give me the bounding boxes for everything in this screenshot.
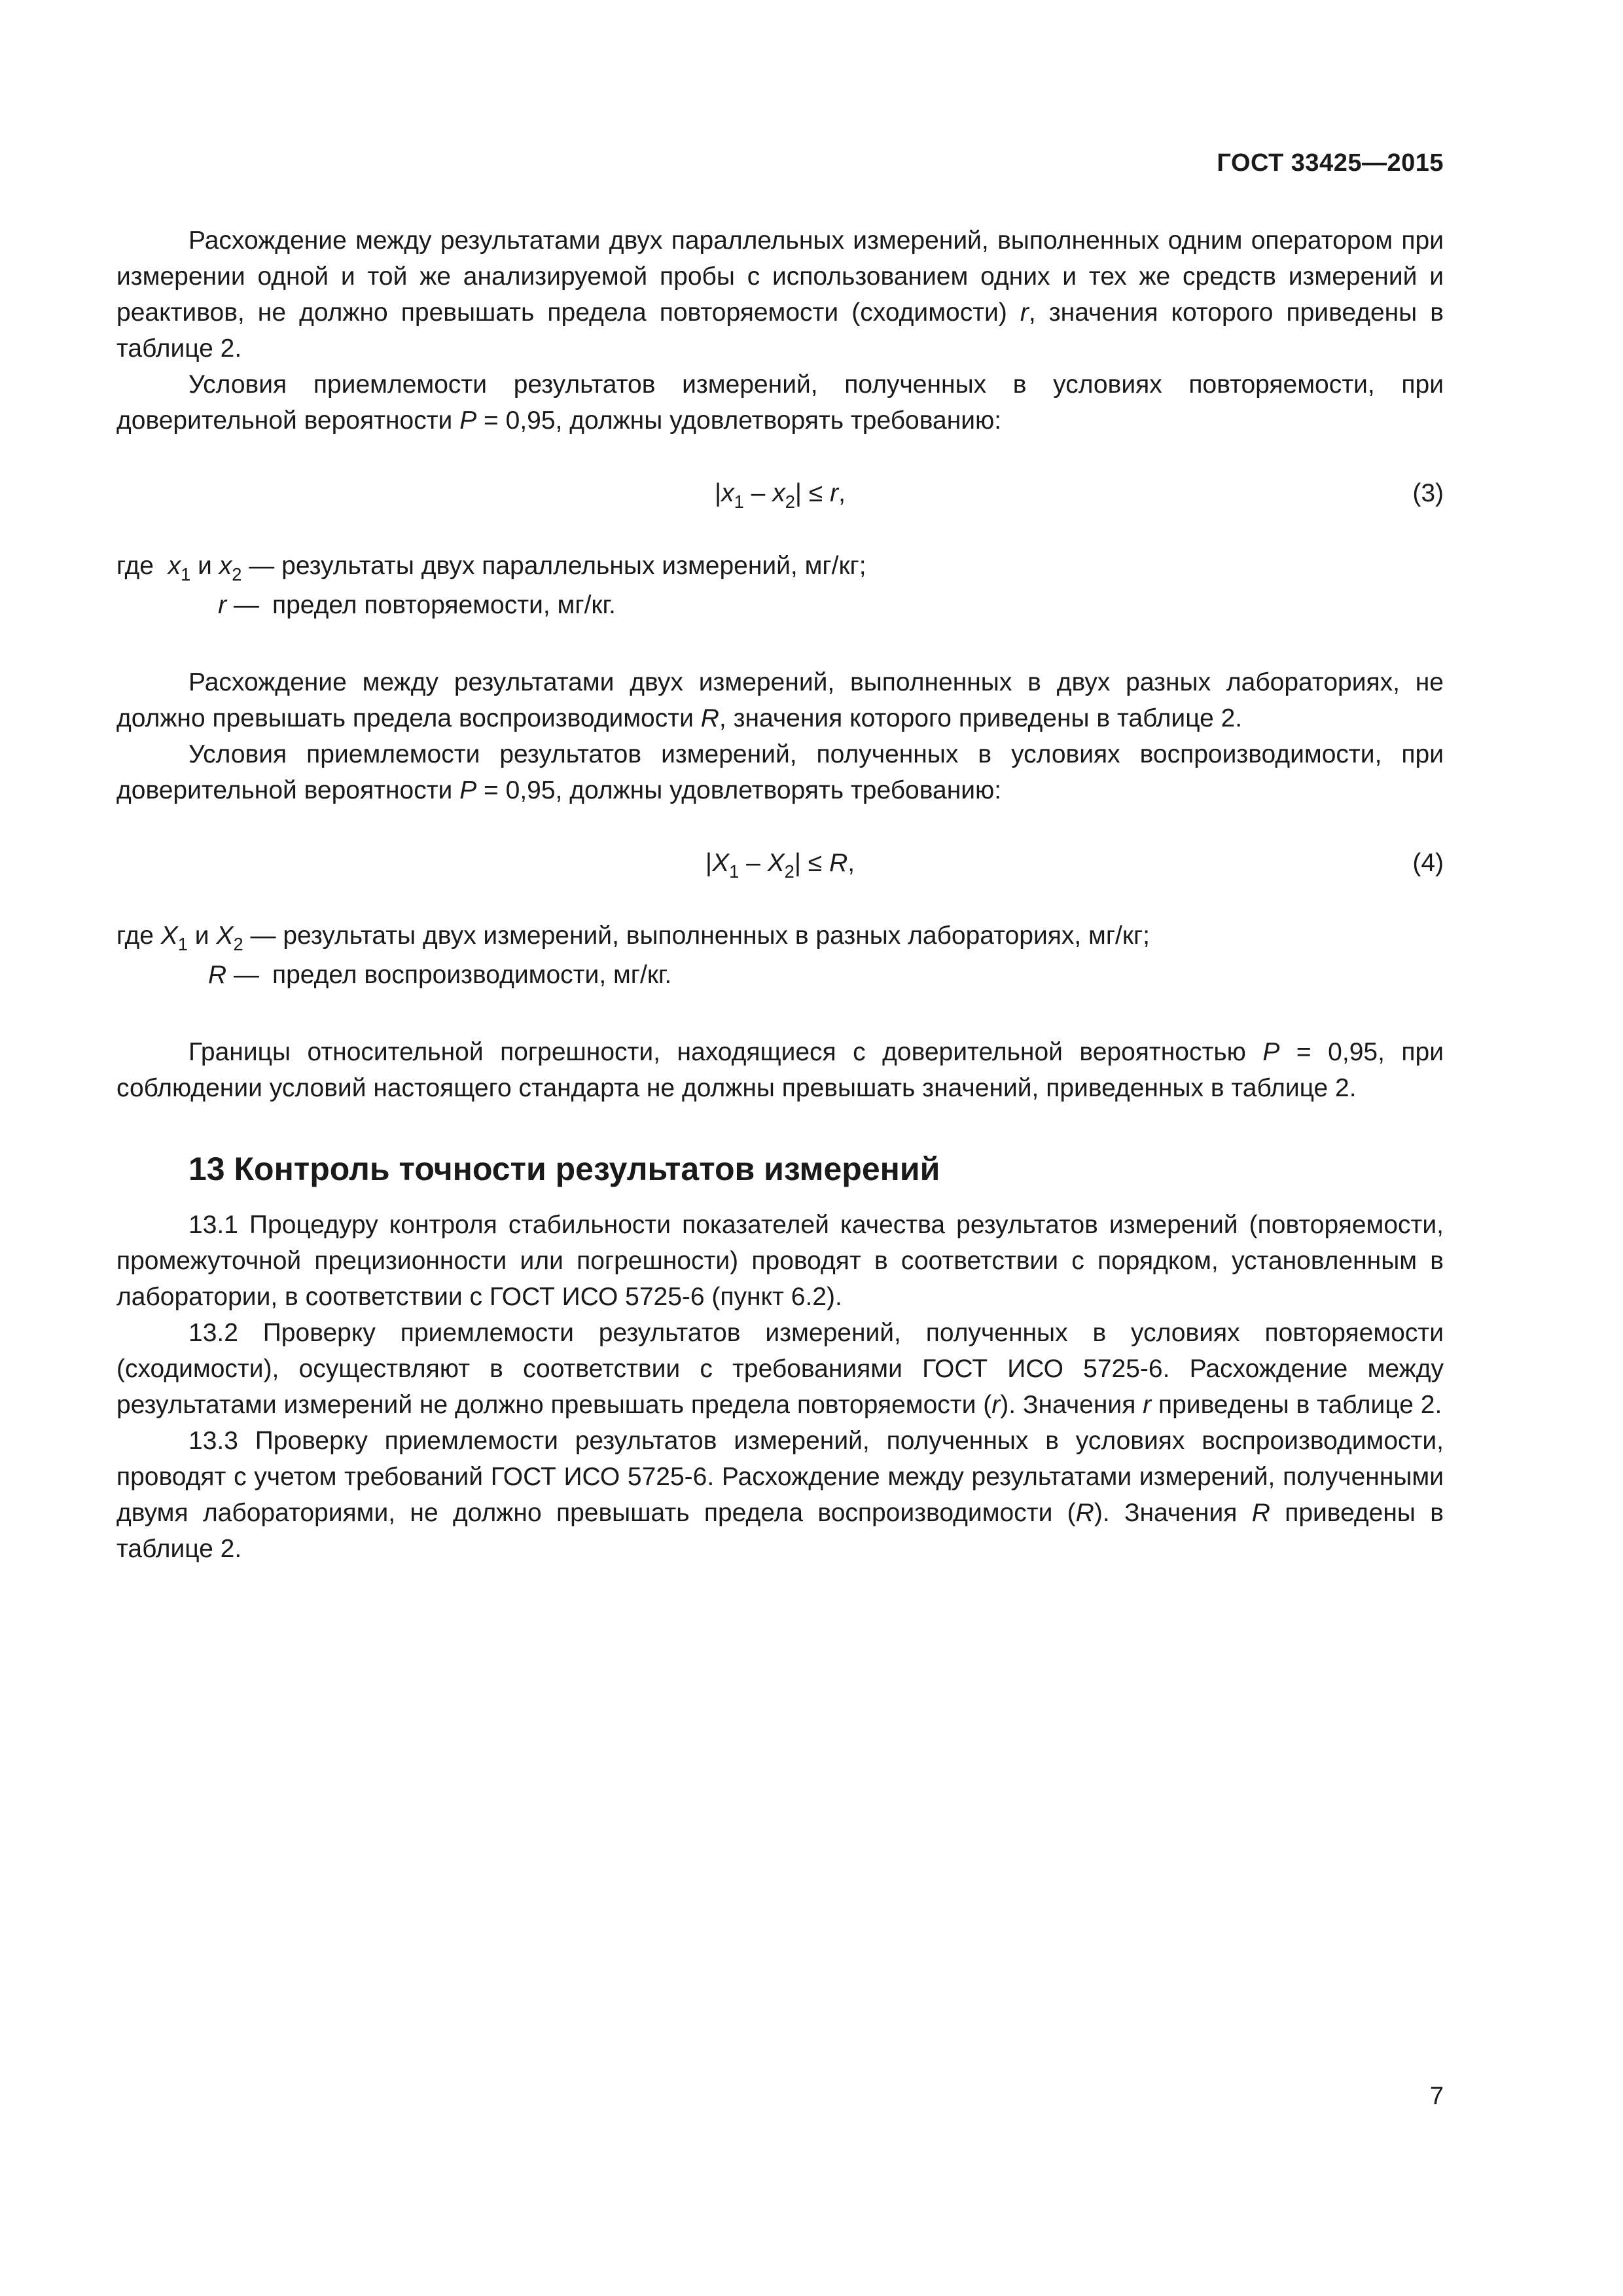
document-code: ГОСТ 33425—2015	[1217, 149, 1444, 177]
formula-4	[116, 845, 1444, 881]
page-number: 7	[1429, 2083, 1444, 2110]
paragraph-repeatability-discrepancy: Расхождение между результатами двух параллельных измерений, выполненных одним оператором при измерении одной и той же анализируемой пробы с использованием одних и тех же средств измерений и реактивов, не должно превышать предела повторяемости (сходимости) r, значения которого приведены в таблице 2.	[116, 226, 1444, 363]
paragraph-reproducibility-discrepancy: Расхождение между результатами двух измерений, выполненных в двух разных лабораториях, не должно превышать предела воспроизводимости R, значения которого приведены в таблице 2.	[116, 668, 1444, 732]
legend-row-X: где $X_1$ и $X_2$ — результаты двух измерений, выполненных в разных лабораториях, мг/кг;	[116, 922, 1150, 954]
legend-desc-x: результаты двух параллельных измерений, мг/кг;	[281, 552, 866, 580]
section-13-heading: 13 Контроль точности результатов измерений	[188, 1151, 940, 1187]
formula-3-legend	[116, 548, 1444, 626]
formula-3-expression: $|x_1 - x_2| \le r$,	[715, 479, 846, 512]
paragraph-reproducibility-condition: Условия приемлемости результатов измерений, полученных в условиях воспроизводимости, при доверительной вероятности P = 0,95, должны удовлетворять требованию:	[116, 740, 1444, 804]
formula-4-number: (4)	[1412, 849, 1444, 877]
legend-row-x: где $x_1$ и $x_2$ — результаты двух параллельных измерений, мг/кг;	[116, 552, 866, 584]
formula-4-expression: $|X_1 - X_2| \le R$,	[705, 849, 855, 882]
legend-row-r: r — предел повторяемости, мг/кг.	[116, 587, 1444, 626]
legend-lead-word: где	[116, 922, 154, 950]
paragraph-13-3: 13.3 Проверку приемлемости результатов измерений, полученных в условиях воспроизводимости, проводят с учетом требований ГОСТ ИСО 5725-6. Расхождение между результатами измерений, полученными двумя лабораториями, не должно превышать предела воспроизводимости (R). Значения R приведены в таблице 2.	[116, 1427, 1444, 1563]
paragraph-repeatability-condition: Условия приемлемости результатов измерений, полученных в условиях повторяемости, при доверительной вероятности P = 0,95, должны удовлетворять требованию:	[116, 370, 1444, 435]
page-content	[116, 223, 1444, 1567]
paragraph-13-2: 13.2 Проверку приемлемости результатов измерений, полученных в условиях повторяемости (сходимости), осуществляют в соответствии с требованиями ГОСТ ИСО 5725-6. Расхождение между результатами измерений не должно превышать предела повторяемости (r). Значения r приведены в таблице 2.	[116, 1319, 1444, 1419]
legend-desc-r: предел повторяемости, мг/кг.	[272, 591, 616, 619]
formula-4-legend	[116, 918, 1444, 996]
legend-desc-X: результаты двух измерений, выполненных в разных лабораториях, мг/кг;	[283, 922, 1150, 950]
paragraph-relative-error: Границы относительной погрешности, находящиеся с доверительной вероятностью P = 0,95, при соблюдении условий настоящего стандарта не должны превышать значений, приведенных в таблице 2.	[116, 1038, 1444, 1102]
legend-lead-word: где	[116, 552, 154, 580]
formula-3-number: (3)	[1412, 479, 1444, 507]
formula-3	[116, 475, 1444, 511]
paragraph-13-1: 13.1 Процедуру контроля стабильности показателей качества результатов измерений (повторяемости, промежуточной прецизионности или погрешности) проводят в соответствии с порядком, установленным в лаборатории, в соответствии с ГОСТ ИСО 5725-6 (пункт 6.2).	[116, 1211, 1444, 1311]
legend-row-R: R — предел воспроизводимости, мг/кг.	[116, 957, 1444, 996]
legend-desc-R: предел воспроизводимости, мг/кг.	[272, 961, 672, 989]
